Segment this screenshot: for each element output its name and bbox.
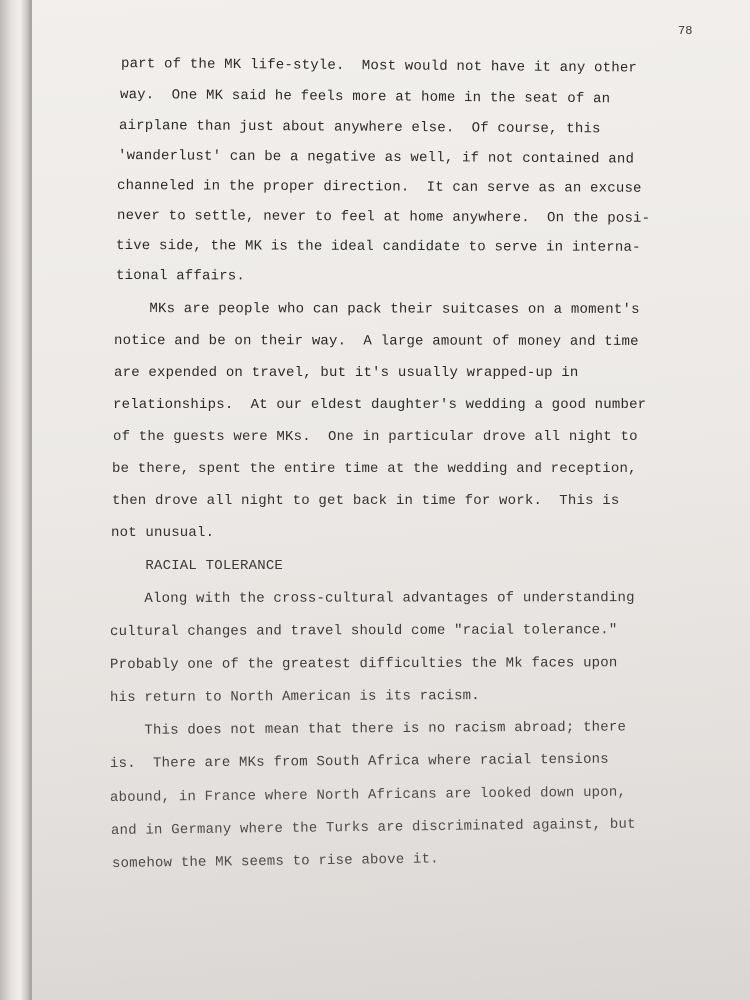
text-line: of the guests were MKs. One in particular drove all night to — [113, 429, 638, 445]
text-line: channeled in the proper direction. It can serve as an excuse — [116, 178, 642, 197]
text-line: part of the MK life-style. Most would not have it any other — [120, 56, 638, 77]
page-number: 78 — [678, 24, 693, 38]
text-line: Probably one of the greatest difficulties the Mk faces upon — [109, 655, 618, 673]
text-line: be there, spent the entire time at the wedding and reception, — [112, 461, 637, 477]
text-line: cultural changes and travel should come "racial tolerance." — [109, 622, 618, 640]
text-line: his return to North American is its racism. — [109, 688, 480, 706]
text-line: MKs are people who can pack their suitcases on a moment's — [114, 301, 640, 318]
text-line: and in Germany where the Turks are discriminated against, but — [110, 816, 636, 839]
text-line: is. There are MKs from South Africa where racial tensions — [109, 751, 609, 772]
text-line: are expended on travel, but it's usually wrapped-up in — [114, 365, 579, 381]
text-line: tive side, the MK is the ideal candidate to serve in interna- — [115, 238, 641, 256]
text-line: never to settle, never to feel at home anywhere. On the posi- — [116, 208, 651, 227]
text-line: abound, in France where North Africans are looked down upon, — [109, 784, 627, 806]
text-line: tional affairs. — [115, 268, 246, 285]
text-line: not unusual. — [111, 525, 215, 541]
text-line: way. One MK said he feels more at home in the seat of an — [119, 87, 611, 108]
text-line: notice and be on their way. A large amount of money and time — [113, 333, 639, 350]
text-line: relationships. At our eldest daughter's wedding a good number — [113, 397, 647, 413]
text-line: Along with the cross-cultural advantages of understanding — [109, 590, 635, 607]
text-line: somehow the MK seems to rise above it. — [111, 851, 439, 872]
text-line: 'wanderlust' can be a negative as well, if not contained and — [117, 148, 635, 168]
text-line: airplane than just about anywhere else. Of course, this — [118, 118, 601, 138]
section-heading: RACIAL TOLERANCE — [111, 558, 284, 574]
text-line: This does not mean that there is no racism abroad; there — [109, 719, 627, 739]
text-line: then drove all night to get back in time for work. This is — [112, 493, 620, 509]
